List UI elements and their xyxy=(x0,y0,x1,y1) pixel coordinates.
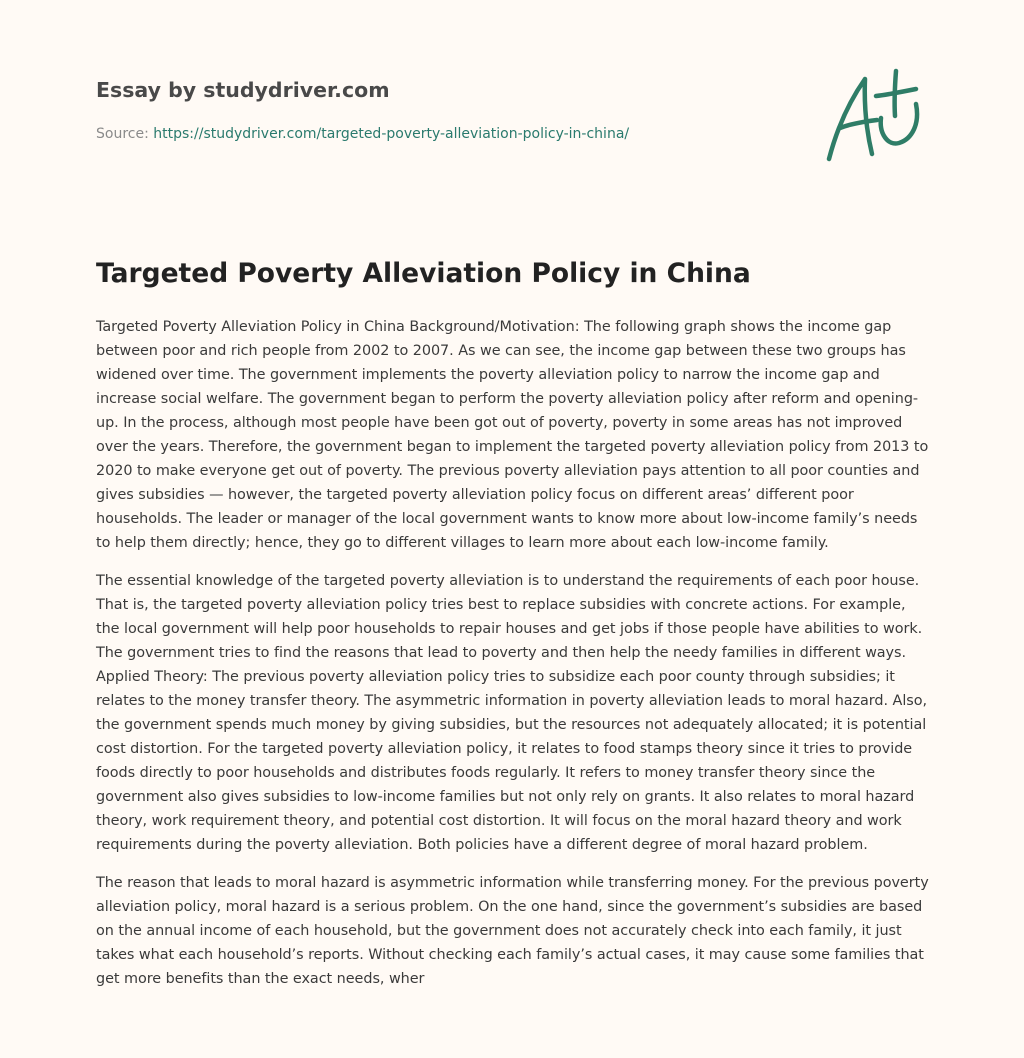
essay-header xyxy=(96,76,736,144)
paragraph: The essential knowledge of the targeted poverty alleviation is to understand the requirements of each poor house. That is, the targeted poverty alleviation policy tries best to replace subsidies with concrete actions. For example, the local government will help poor households to repair houses and get jobs if those people have abilities to work. The government tries to find the reasons that lead to poverty and then help the needy families in different ways. Applied Theory: The previous poverty alleviation policy tries to subsidize each poor county through subsidies; it relates to the money transfer theory. The asymmetric information in poverty alleviation leads to moral hazard. Also, the government spends much money by giving subsidies, but the resources not adequately allocated; it is potential cost distortion. For the targeted poverty alleviation policy, it relates to food stamps theory since it tries to provide foods directly to poor households and distributes foods regularly. It refers to money transfer theory since the government also gives subsidies to low-income families but not only rely on grants. It also relates to moral hazard theory, work requirement theory, and potential cost distortion. It will focus on the moral hazard theory and work requirements during the poverty alleviation. Both policies have a different degree of moral hazard problem. xyxy=(96,573,928,853)
article xyxy=(96,254,932,1005)
source-label: Source: xyxy=(96,126,149,142)
paragraph: The reason that leads to moral hazard is asymmetric information while transferring money. For the previous poverty alleviation policy, moral hazard is a serious problem. On the one hand, since the government’s subsidies are based on the annual income of each household, but the government does not accurately check into each family, it just takes what each household’s reports. Without checking each family’s actual cases, it may cause some families that get more benefits than the exact needs, wher xyxy=(96,875,929,987)
source-link[interactable]: https://studydriver.com/targeted-poverty-alleviation-policy-in-china/ xyxy=(153,126,630,142)
source-line xyxy=(96,124,736,144)
site-title: Essay by studydriver.com xyxy=(96,78,390,102)
a-plus-logo-icon xyxy=(820,66,930,166)
article-body xyxy=(96,315,932,991)
paragraph: Targeted Poverty Alleviation Policy in China Background/Motivation: The following graph shows the income gap between poor and rich people from 2002 to 2007. As we can see, the income gap between these two groups has widened over time. The government implements the poverty alleviation policy to narrow the income gap and increase social welfare. The government began to perform the poverty alleviation policy after reform and opening-up. In the process, although most people have been got out of poverty, poverty in some areas has not improved over the years. Therefore, the government began to implement the targeted poverty alleviation policy from 2013 to 2020 to make everyone get out of poverty. The previous poverty alleviation pays attention to all poor counties and gives subsidies — however, the targeted poverty alleviation policy focus on different areas’ different poor households. The leader or manager of the local government wants to know more about low-income family’s needs to help them directly; hence, they go to different villages to learn more about each low-income family. xyxy=(96,319,929,551)
page-title: Targeted Poverty Alleviation Policy in China xyxy=(96,258,751,289)
